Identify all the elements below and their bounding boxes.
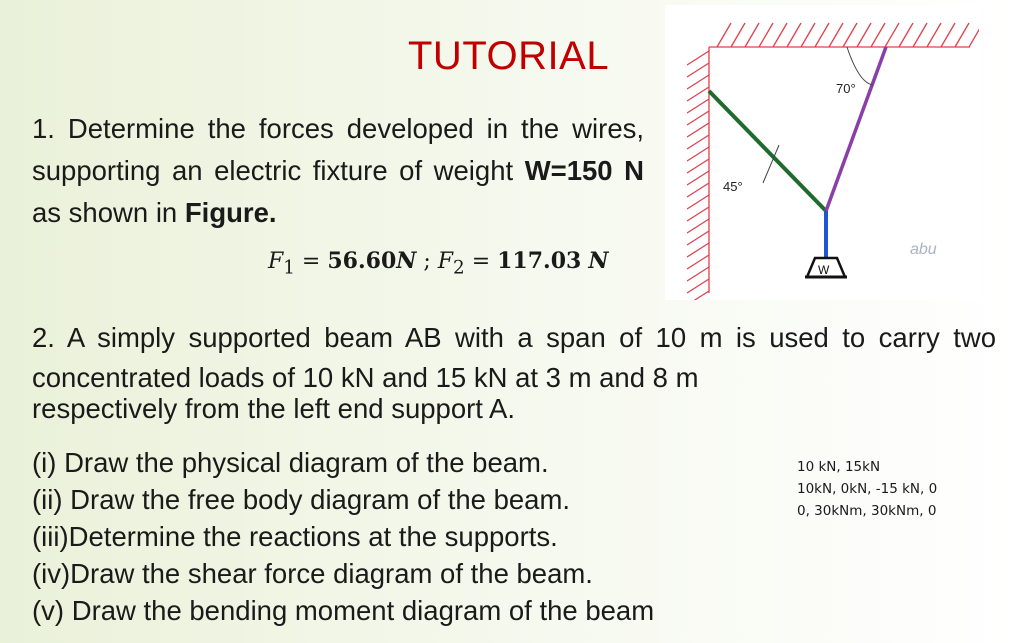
note-loads: 10 kN, 15kN <box>797 459 881 475</box>
note-shear: 10kN, 0kN, -15 kN, 0 <box>797 481 938 497</box>
wire-right <box>826 47 886 211</box>
f2-subscript: 2 <box>453 257 465 279</box>
wire-support-figure <box>665 5 979 300</box>
watermark: abu <box>910 241 937 258</box>
f1-label: F <box>268 249 284 274</box>
f1-value: 56.60 <box>327 248 397 274</box>
weight-value: W=150 N <box>524 155 644 186</box>
f1-subscript: 1 <box>283 257 295 279</box>
page-title: TUTORIAL <box>408 34 610 78</box>
step-item: (iii)Determine the reactions at the supports. <box>32 521 558 552</box>
weight-label: W <box>818 263 830 277</box>
question-1 <box>32 108 644 234</box>
figure-reference: Figure. <box>184 197 277 228</box>
angle-70-label: 70° <box>836 81 856 96</box>
step-item: (i) Draw the physical diagram of the beam. <box>32 447 549 478</box>
angle-45-label: 45° <box>723 179 743 194</box>
f2-unit: N <box>588 248 609 274</box>
question-1-text-middle: as shown in <box>32 197 185 228</box>
step-item: (v) Draw the bending moment diagram of the beam <box>32 595 655 626</box>
step-item: (ii) Draw the free body diagram of the beam. <box>32 484 571 515</box>
angle-arc-70 <box>847 47 873 85</box>
f2-label: F <box>437 249 454 274</box>
answer-notes <box>797 456 937 522</box>
f2-value: 117.03 <box>497 248 582 274</box>
f1-unit: N <box>396 248 417 274</box>
light-fixture <box>805 258 847 277</box>
question-1-text: 1. Determine the forces developed in the wires, supporting an electric fixture of weight <box>32 113 644 186</box>
question-2-intro-end: respectively from the left end support A. <box>32 393 516 424</box>
question-1-answer: $F_1 = 56.60N$ ; $F_2 = 117.03$ N <box>268 248 609 279</box>
note-moment: 0, 30kNm, 30kNm, 0 <box>797 503 937 519</box>
step-item: (iv)Draw the shear force diagram of the beam. <box>32 558 593 589</box>
figure-drawing <box>665 5 979 300</box>
question-2-steps <box>32 444 654 629</box>
question-2-intro: 2. A simply supported beam AB with a span of 10 m is used to carry two concentrated loads of 10 kN and 15 kN at 3 m and 8 m <box>32 322 996 393</box>
